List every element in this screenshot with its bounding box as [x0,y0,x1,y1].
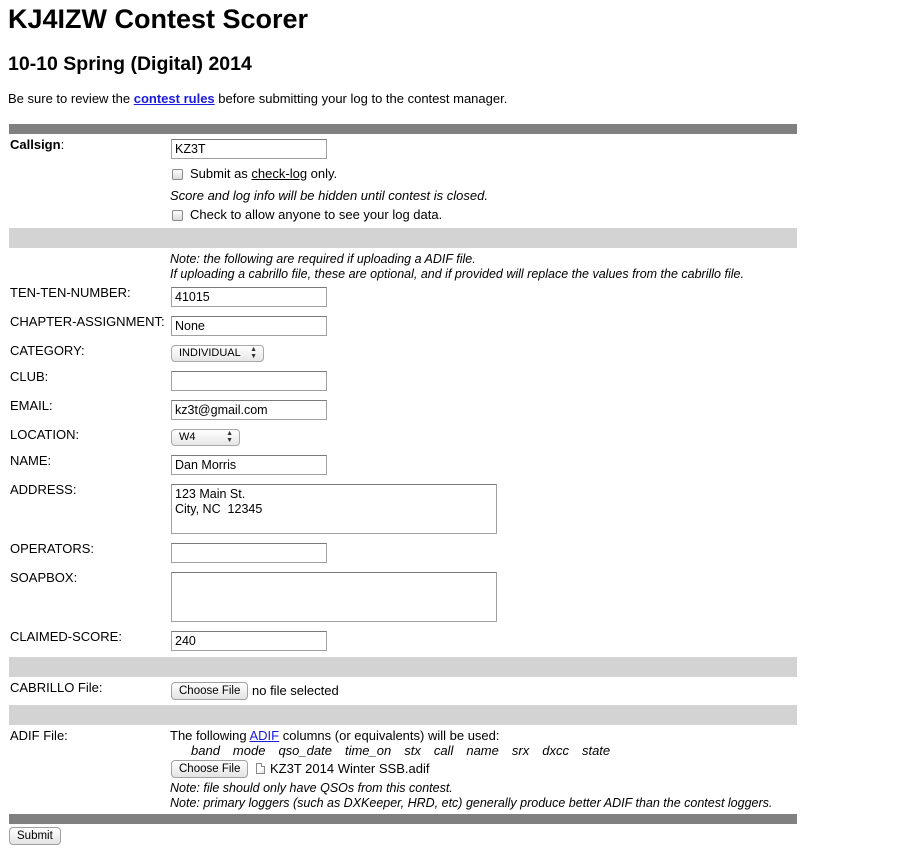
chapter-assignment-input[interactable] [171,316,327,336]
soapbox-label: SOAPBOX: [10,570,78,585]
adif-column: name [466,743,499,758]
club-input[interactable] [171,371,327,391]
callsign-label: Callsign: [10,137,65,152]
adif-qso-note: Note: file should only have QSOs from this contest. [170,781,453,795]
adif-column: srx [511,743,530,758]
section-divider [9,705,797,725]
name-input[interactable] [171,455,327,475]
contest-rules-link[interactable]: contest rules [133,91,215,106]
allow-view-checkbox[interactable] [172,210,183,221]
location-select[interactable]: W4 ▲ ▼ [171,429,240,446]
location-label: LOCATION: [10,427,80,442]
address-textarea[interactable]: 123 Main St. City, NC 12345 [171,484,497,534]
ten-ten-number-label: TEN-TEN-NUMBER: [10,285,131,300]
adif-columns-list [191,743,623,759]
adif-file-name: KZ3T 2014 Winter SSB.adif [270,761,430,776]
name-label: NAME: [10,453,52,468]
select-arrows-icon: ▲ ▼ [226,430,233,444]
adif-logger-note: Note: primary loggers (such as DXKeeper, HRD, etc) generally produce better ADIF than the contest loggers. [170,796,773,810]
category-select[interactable]: INDIVIDUAL ▲ ▼ [171,345,264,362]
check-log-label: Submit as check-log only. [190,166,338,181]
adif-column: time_on [344,743,392,758]
allow-view-label: Check to allow anyone to see your log data. [190,207,443,222]
claimed-score-label: CLAIMED-SCORE: [10,629,122,644]
adif-column: state [581,743,611,758]
adif-columns-intro: The following ADIF columns (or equivalents) will be used: [170,728,500,743]
section-divider-top [9,124,797,134]
file-icon [256,763,265,774]
select-arrows-icon: ▲ ▼ [250,346,257,360]
ten-ten-number-input[interactable] [171,287,327,307]
adif-column: dxcc [542,743,569,758]
adif-required-note: Note: the following are required if uploading a ADIF file. [170,252,476,266]
check-log-checkbox[interactable] [172,169,183,180]
section-divider-bottom [9,814,797,824]
section-divider [9,657,797,677]
section-divider [9,228,797,248]
category-label: CATEGORY: [10,343,85,358]
email-label: EMAIL: [10,398,53,413]
adif-link[interactable]: ADIF [249,728,280,743]
operators-input[interactable] [171,543,327,563]
page-title: KJ4IZW Contest Scorer [8,4,309,34]
callsign-input[interactable] [171,139,327,159]
intro-text: Be sure to review the contest rules before submitting your log to the contest manager. [8,91,508,106]
adif-column: mode [232,743,266,758]
cabrillo-optional-note: If uploading a cabrillo file, these are optional, and if provided will replace the values from the cabrillo file. [170,267,744,281]
adif-file-label: ADIF File: [10,728,68,743]
adif-column: call [433,743,454,758]
adif-column: stx [404,743,421,758]
soapbox-textarea[interactable] [171,572,497,622]
claimed-score-input[interactable] [171,631,327,651]
contest-subtitle: 10-10 Spring (Digital) 2014 [8,53,252,75]
adif-choose-file-button[interactable]: Choose File [171,760,248,778]
hidden-until-closed-note: Score and log info will be hidden until contest is closed. [170,188,488,203]
operators-label: OPERATORS: [10,541,95,556]
address-label: ADDRESS: [10,482,77,497]
check-log-term: check-log [251,166,308,181]
cabrillo-file-status: no file selected [252,683,339,698]
adif-column: band [191,743,220,758]
email-input[interactable] [171,400,327,420]
cabrillo-choose-file-button[interactable]: Choose File [171,682,248,700]
adif-column: qso_date [278,743,332,758]
club-label: CLUB: [10,369,49,384]
chapter-assignment-label: CHAPTER-ASSIGNMENT: [10,314,165,329]
cabrillo-file-label: CABRILLO File: [10,680,103,695]
submit-button[interactable]: Submit [9,827,61,845]
